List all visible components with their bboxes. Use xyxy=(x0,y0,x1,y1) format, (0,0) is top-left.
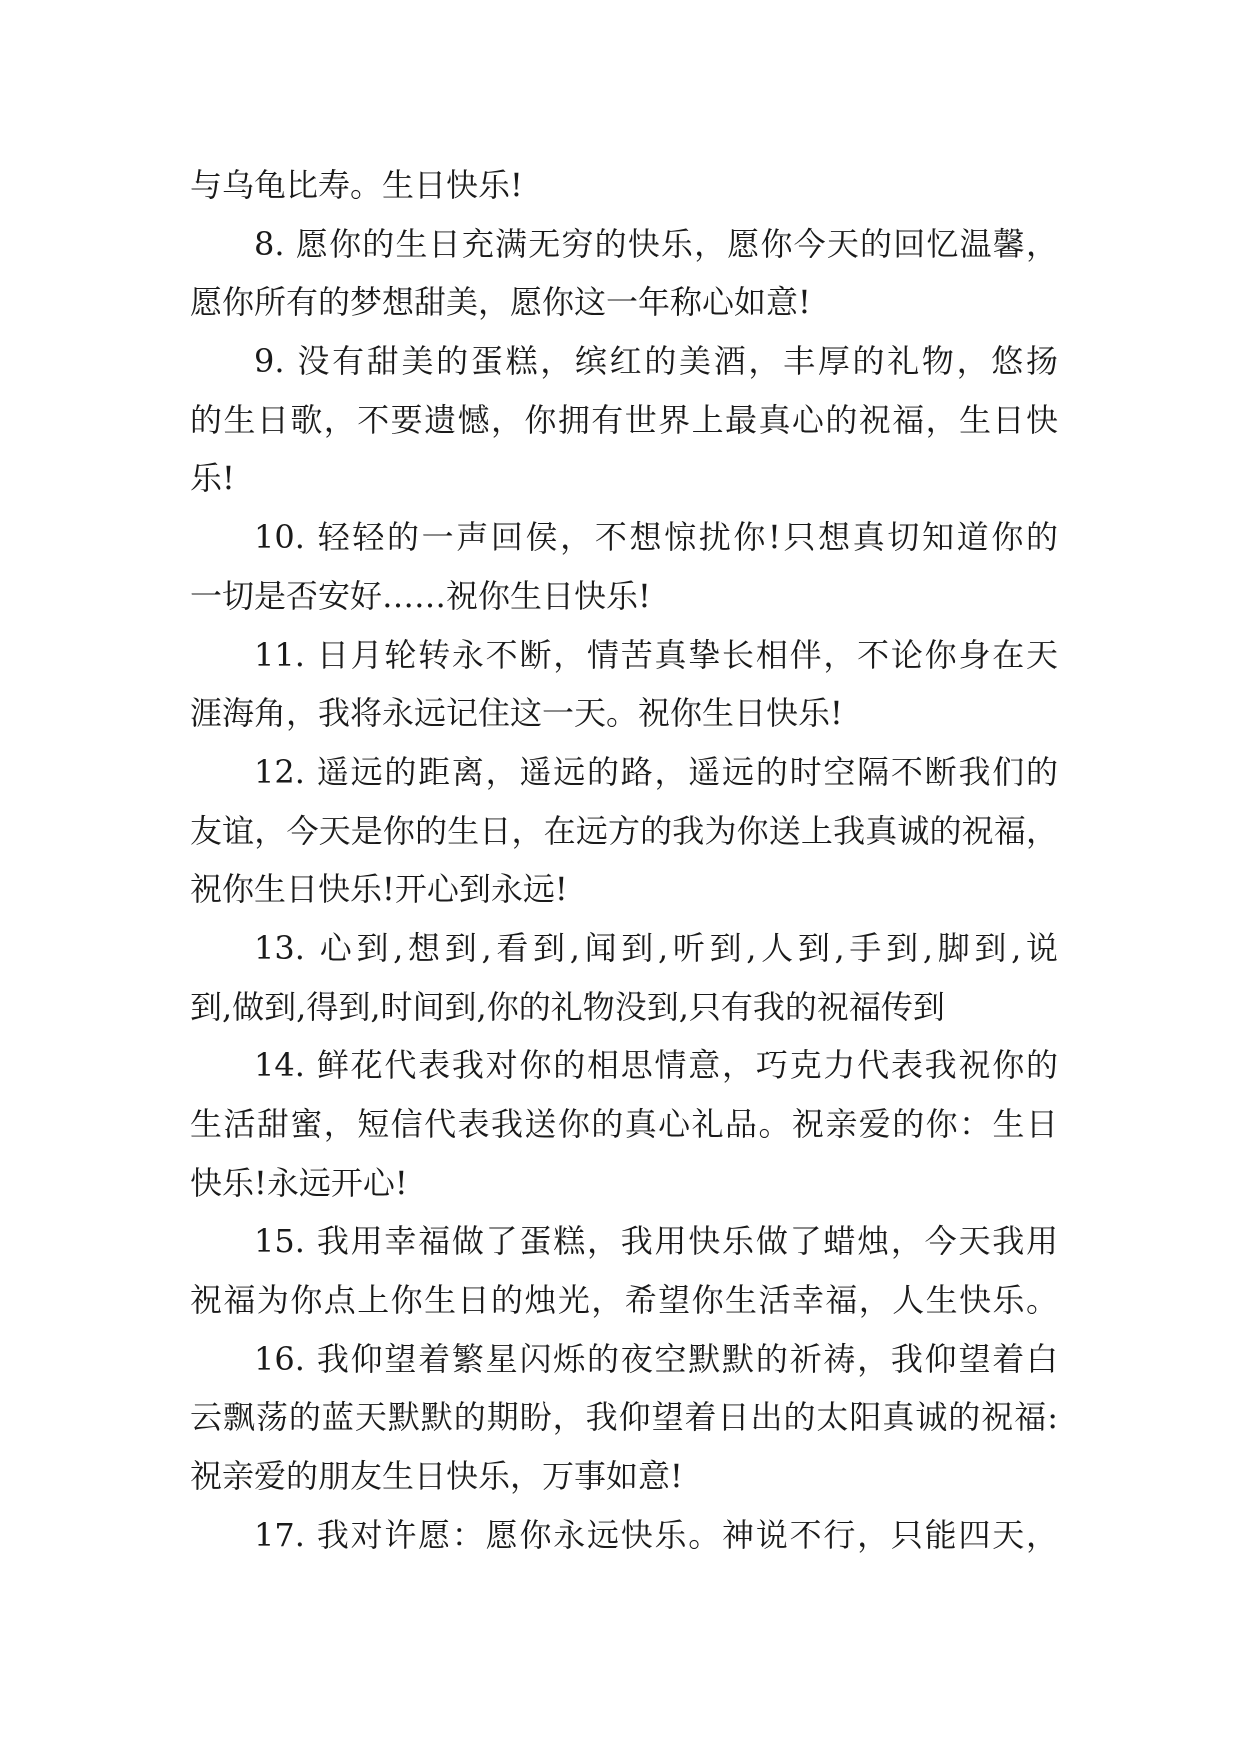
text-line: 乐! xyxy=(190,459,235,498)
paragraph-12 xyxy=(190,743,1058,919)
paragraph-16 xyxy=(190,1330,1058,1506)
text-line: 愿你所有的梦想甜美，愿你这一年称心如意! xyxy=(190,283,811,322)
paragraph-11 xyxy=(190,626,1058,743)
text-line: 11. 日月轮转永不断，情苦真挚长相伴，不论你身在天 xyxy=(254,635,1058,674)
paragraph-17 xyxy=(190,1506,1058,1565)
paragraph-8 xyxy=(190,215,1058,332)
text-line: 10. 轻轻的一声回侯，不想惊扰你!只想真切知道你的 xyxy=(254,518,1058,557)
text-line: 的生日歌，不要遗憾，你拥有世界上最真心的祝福，生日快 xyxy=(190,400,1058,439)
text-line: 8. 愿你的生日充满无穷的快乐，愿你今天的回忆温馨， xyxy=(254,224,1058,263)
text-line: 祝福为你点上你生日的烛光，希望你生活幸福，人生快乐。 xyxy=(190,1281,1058,1320)
paragraph-15 xyxy=(190,1212,1058,1329)
paragraph-9 xyxy=(190,332,1058,508)
paragraph-13 xyxy=(190,919,1058,1036)
document-body xyxy=(190,156,1058,1565)
text-line: 到,做到,得到,时间到,你的礼物没到,只有我的祝福传到 xyxy=(190,987,945,1026)
text-line: 16. 我仰望着繁星闪烁的夜空默默的祈祷，我仰望着白 xyxy=(254,1339,1058,1378)
text-line: 生活甜蜜，短信代表我送你的真心礼品。祝亲爱的你：生日 xyxy=(190,1105,1058,1143)
text-line: 祝你生日快乐!开心到永远! xyxy=(190,870,568,909)
text-line: 14. 鲜花代表我对你的相思情意，巧克力代表我祝你的 xyxy=(254,1046,1058,1085)
text-line: 17. 我对许愿：愿你永远快乐。神说不行，只能四天， xyxy=(254,1515,1058,1554)
text-line: 涯海角，我将永远记住这一天。祝你生日快乐! xyxy=(190,694,843,733)
text-line: 15. 我用幸福做了蛋糕，我用快乐做了蜡烛，今天我用 xyxy=(254,1222,1058,1261)
paragraph-10 xyxy=(190,508,1058,625)
text-line: 13. 心到,想到,看到,闻到,听到,人到,手到,脚到,说 xyxy=(254,928,1058,967)
text-line: 友谊，今天是你的生日，在远方的我为你送上我真诚的祝福， xyxy=(190,811,1058,850)
text-line: 12. 遥远的距离，遥远的路，遥远的时空隔不断我们的 xyxy=(254,752,1058,791)
paragraph-14 xyxy=(190,1036,1058,1212)
paragraph-continuation xyxy=(190,156,1058,215)
text-line: 与乌龟比寿。生日快乐! xyxy=(190,166,523,204)
text-line: 云飘荡的蓝天默默的期盼，我仰望着日出的太阳真诚的祝福: xyxy=(190,1398,1058,1437)
text-line: 一切是否安好……祝你生日快乐! xyxy=(190,576,651,615)
text-line: 快乐!永远开心! xyxy=(190,1163,408,1202)
text-line: 9. 没有甜美的蛋糕，缤红的美酒，丰厚的礼物，悠扬 xyxy=(254,342,1058,381)
text-line: 祝亲爱的朋友生日快乐，万事如意! xyxy=(190,1457,683,1496)
